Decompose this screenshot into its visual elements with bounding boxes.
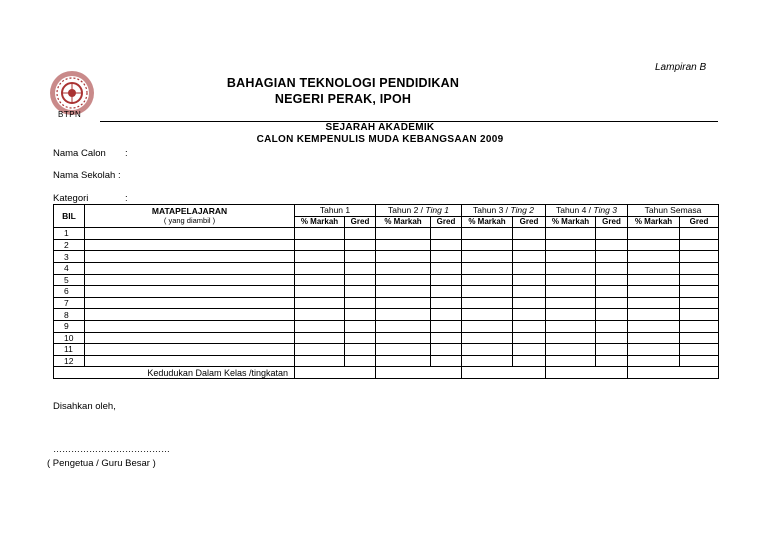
- table-row: [54, 355, 719, 367]
- gred-cell[interactable]: [345, 332, 376, 344]
- gred-cell[interactable]: [596, 251, 628, 263]
- markah-cell[interactable]: [462, 239, 513, 251]
- subject-cell[interactable]: [85, 355, 295, 367]
- markah-cell[interactable]: [462, 297, 513, 309]
- markah-cell[interactable]: [546, 320, 596, 332]
- bil-header: BIL: [54, 205, 85, 228]
- gred-cell[interactable]: [596, 320, 628, 332]
- gred-cell[interactable]: [596, 332, 628, 344]
- markah-cell[interactable]: [546, 355, 596, 367]
- markah-cell[interactable]: [295, 332, 345, 344]
- markah-cell[interactable]: [546, 332, 596, 344]
- candidate-name-field: [53, 148, 128, 159]
- row-number: 11: [54, 344, 85, 356]
- gred-cell[interactable]: [345, 262, 376, 274]
- subject-cell[interactable]: [85, 286, 295, 298]
- year-1-label: Tahun 1: [319, 205, 351, 216]
- appendix-label: Lampiran B: [655, 62, 707, 73]
- markah-cell[interactable]: [376, 239, 431, 251]
- gred-cell[interactable]: [513, 262, 546, 274]
- gred-cell[interactable]: [513, 239, 546, 251]
- markah-cell[interactable]: [628, 228, 680, 240]
- markah-cell[interactable]: [546, 286, 596, 298]
- current-year-header: [628, 205, 719, 217]
- table-row: [54, 309, 719, 321]
- gred-cell[interactable]: [345, 309, 376, 321]
- gred-cell[interactable]: [431, 332, 462, 344]
- markah-cell[interactable]: [295, 344, 345, 356]
- gred-cell[interactable]: [513, 355, 546, 367]
- category-field: [53, 193, 128, 204]
- subject-header-note: ( yang diambil ): [163, 216, 216, 226]
- markah-cell[interactable]: [462, 355, 513, 367]
- gred-cell[interactable]: [345, 239, 376, 251]
- gred-cell[interactable]: [680, 320, 719, 332]
- row-number: 9: [54, 320, 85, 332]
- subject-cell[interactable]: [85, 262, 295, 274]
- table-row: [54, 320, 719, 332]
- markah-cell[interactable]: [628, 274, 680, 286]
- markah-cell[interactable]: [546, 344, 596, 356]
- subject-cell[interactable]: [85, 309, 295, 321]
- markah-cell[interactable]: [295, 274, 345, 286]
- gred-header: Gred: [513, 216, 546, 228]
- year-4-header: [546, 205, 628, 217]
- markah-cell[interactable]: [376, 251, 431, 263]
- markah-cell[interactable]: [376, 320, 431, 332]
- gred-cell[interactable]: [680, 251, 719, 263]
- year-1-header: [295, 205, 376, 217]
- table-row: [54, 228, 719, 240]
- markah-cell[interactable]: [462, 286, 513, 298]
- row-number: 8: [54, 309, 85, 321]
- gred-cell[interactable]: [345, 355, 376, 367]
- subject-cell[interactable]: [85, 228, 295, 240]
- markah-cell[interactable]: [462, 344, 513, 356]
- gred-cell[interactable]: [431, 297, 462, 309]
- gred-cell[interactable]: [345, 274, 376, 286]
- year-4-form: Ting 3: [593, 205, 617, 216]
- gred-cell[interactable]: [345, 286, 376, 298]
- class-rank-label: Kedudukan Dalam Kelas /tingkatan: [54, 367, 295, 379]
- gred-cell[interactable]: [680, 355, 719, 367]
- gred-cell[interactable]: [596, 344, 628, 356]
- gred-cell[interactable]: [680, 239, 719, 251]
- row-number: 3: [54, 251, 85, 263]
- table-row: [54, 262, 719, 274]
- markah-cell[interactable]: [628, 309, 680, 321]
- organization-name: BAHAGIAN TEKNOLOGI PENDIDIKAN: [226, 76, 460, 90]
- gred-cell[interactable]: [431, 251, 462, 263]
- gred-cell[interactable]: [596, 286, 628, 298]
- markah-cell[interactable]: [628, 332, 680, 344]
- markah-cell[interactable]: [295, 262, 345, 274]
- academic-history-table: [53, 204, 719, 379]
- current-year-label: Tahun Semasa: [644, 205, 702, 216]
- markah-cell[interactable]: [376, 262, 431, 274]
- subject-header-title: MATAPELAJARAN: [151, 206, 228, 217]
- gred-cell[interactable]: [431, 320, 462, 332]
- year-2-label: Tahun 2 /: [388, 205, 426, 216]
- table-row: [54, 239, 719, 251]
- gred-cell[interactable]: [345, 344, 376, 356]
- row-number: 4: [54, 262, 85, 274]
- markah-cell[interactable]: [462, 228, 513, 240]
- gred-header: Gred: [596, 216, 628, 228]
- gred-cell[interactable]: [513, 309, 546, 321]
- markah-cell[interactable]: [628, 355, 680, 367]
- markah-header: % Markah: [462, 216, 513, 228]
- signature-line: …………………………………: [53, 444, 170, 454]
- row-number: 1: [54, 228, 85, 240]
- markah-cell[interactable]: [462, 251, 513, 263]
- row-number: 2: [54, 239, 85, 251]
- gred-cell[interactable]: [596, 274, 628, 286]
- class-rank-cell[interactable]: [546, 367, 628, 379]
- gred-cell[interactable]: [596, 355, 628, 367]
- gred-cell[interactable]: [345, 228, 376, 240]
- table-row: [54, 297, 719, 309]
- gred-cell[interactable]: [513, 286, 546, 298]
- markah-header: % Markah: [295, 216, 345, 228]
- subject-cell[interactable]: [85, 332, 295, 344]
- document-subtitle: CALON KEMPENULIS MUDA KEBANGSAAN 2009: [256, 134, 504, 145]
- markah-cell[interactable]: [376, 297, 431, 309]
- markah-cell[interactable]: [376, 355, 431, 367]
- category-colon: :: [125, 193, 128, 204]
- markah-cell[interactable]: [376, 228, 431, 240]
- markah-cell[interactable]: [628, 251, 680, 263]
- row-number: 10: [54, 332, 85, 344]
- markah-cell[interactable]: [462, 332, 513, 344]
- markah-cell[interactable]: [546, 262, 596, 274]
- gred-cell[interactable]: [596, 239, 628, 251]
- markah-cell[interactable]: [462, 309, 513, 321]
- table-row: [54, 274, 719, 286]
- school-name-field: [53, 170, 121, 181]
- gred-cell[interactable]: [596, 309, 628, 321]
- table-row: [54, 251, 719, 263]
- markah-cell[interactable]: [546, 297, 596, 309]
- approved-by-label: Disahkan oleh,: [53, 401, 116, 412]
- gred-cell[interactable]: [431, 286, 462, 298]
- gred-cell[interactable]: [680, 228, 719, 240]
- gred-header: Gred: [431, 216, 462, 228]
- year-2-header: [376, 205, 462, 217]
- year-4-label: Tahun 4 /: [556, 205, 594, 216]
- markah-cell[interactable]: [546, 309, 596, 321]
- year-3-form: Ting 2: [510, 205, 534, 216]
- row-number: 5: [54, 274, 85, 286]
- markah-cell[interactable]: [546, 228, 596, 240]
- gred-cell[interactable]: [596, 297, 628, 309]
- subject-rows: [54, 228, 719, 367]
- markah-cell[interactable]: [295, 239, 345, 251]
- candidate-name-label: Nama Calon: [53, 148, 106, 159]
- category-label: Kategori: [53, 193, 89, 204]
- gred-cell[interactable]: [680, 262, 719, 274]
- markah-cell[interactable]: [462, 262, 513, 274]
- gred-cell[interactable]: [680, 332, 719, 344]
- markah-header: % Markah: [546, 216, 596, 228]
- table-row: [54, 286, 719, 298]
- gred-cell[interactable]: [596, 228, 628, 240]
- subject-cell[interactable]: [85, 274, 295, 286]
- gred-cell[interactable]: [680, 309, 719, 321]
- markah-cell[interactable]: [546, 239, 596, 251]
- markah-cell[interactable]: [546, 251, 596, 263]
- candidate-name-colon: :: [125, 148, 128, 159]
- markah-cell[interactable]: [462, 320, 513, 332]
- markah-cell[interactable]: [376, 344, 431, 356]
- school-name-label: Nama Sekolah :: [53, 170, 121, 181]
- markah-header: % Markah: [628, 216, 680, 228]
- gred-cell[interactable]: [680, 344, 719, 356]
- gred-cell[interactable]: [680, 274, 719, 286]
- subject-cell[interactable]: [85, 251, 295, 263]
- year-2-form: Ting 1: [425, 205, 449, 216]
- gred-cell[interactable]: [345, 320, 376, 332]
- organization-location: NEGERI PERAK, IPOH: [274, 92, 412, 106]
- gred-cell[interactable]: [345, 251, 376, 263]
- markah-cell[interactable]: [628, 320, 680, 332]
- class-rank-row: [54, 367, 719, 379]
- gred-cell[interactable]: [431, 239, 462, 251]
- gred-cell[interactable]: [431, 309, 462, 321]
- gred-cell[interactable]: [431, 274, 462, 286]
- class-rank-cell[interactable]: [628, 367, 719, 379]
- markah-cell[interactable]: [295, 309, 345, 321]
- markah-cell[interactable]: [628, 239, 680, 251]
- markah-header: % Markah: [376, 216, 431, 228]
- markah-cell[interactable]: [628, 286, 680, 298]
- markah-cell[interactable]: [546, 274, 596, 286]
- table-row: [54, 332, 719, 344]
- gred-header: Gred: [680, 216, 719, 228]
- markah-cell[interactable]: [376, 309, 431, 321]
- signatory-title: ( Pengetua / Guru Besar ): [47, 458, 156, 469]
- gred-cell[interactable]: [431, 355, 462, 367]
- class-rank-cell[interactable]: [295, 367, 376, 379]
- markah-cell[interactable]: [628, 297, 680, 309]
- markah-cell[interactable]: [628, 344, 680, 356]
- year-3-label: Tahun 3 /: [473, 205, 511, 216]
- gred-cell[interactable]: [513, 332, 546, 344]
- logo-caption: BTPN: [58, 110, 82, 119]
- subject-cell[interactable]: [85, 344, 295, 356]
- class-rank-cell[interactable]: [376, 367, 462, 379]
- subject-cell[interactable]: [85, 239, 295, 251]
- markah-cell[interactable]: [295, 320, 345, 332]
- markah-cell[interactable]: [376, 332, 431, 344]
- table-row: [54, 344, 719, 356]
- gred-cell[interactable]: [596, 262, 628, 274]
- markah-cell[interactable]: [376, 286, 431, 298]
- subject-cell[interactable]: [85, 297, 295, 309]
- row-number: 7: [54, 297, 85, 309]
- gred-header: Gred: [345, 216, 376, 228]
- gred-cell[interactable]: [680, 286, 719, 298]
- row-number: 12: [54, 355, 85, 367]
- gred-cell[interactable]: [513, 320, 546, 332]
- class-rank-cell[interactable]: [462, 367, 546, 379]
- row-number: 6: [54, 286, 85, 298]
- document-title: SEJARAH AKADEMIK: [325, 122, 435, 133]
- subject-header: [85, 205, 295, 228]
- gred-cell[interactable]: [431, 228, 462, 240]
- markah-cell[interactable]: [295, 251, 345, 263]
- gred-cell[interactable]: [680, 297, 719, 309]
- year-3-header: [462, 205, 546, 217]
- gred-cell[interactable]: [513, 297, 546, 309]
- markah-cell[interactable]: [295, 297, 345, 309]
- gred-cell[interactable]: [345, 297, 376, 309]
- gred-cell[interactable]: [431, 262, 462, 274]
- markah-cell[interactable]: [376, 274, 431, 286]
- markah-cell[interactable]: [295, 286, 345, 298]
- gred-cell[interactable]: [513, 344, 546, 356]
- markah-cell[interactable]: [462, 274, 513, 286]
- subject-cell[interactable]: [85, 320, 295, 332]
- gred-cell[interactable]: [513, 274, 546, 286]
- gred-cell[interactable]: [513, 228, 546, 240]
- markah-cell[interactable]: [295, 355, 345, 367]
- markah-cell[interactable]: [628, 262, 680, 274]
- table-header-row: [54, 205, 719, 217]
- gred-cell[interactable]: [513, 251, 546, 263]
- markah-cell[interactable]: [295, 228, 345, 240]
- gred-cell[interactable]: [431, 344, 462, 356]
